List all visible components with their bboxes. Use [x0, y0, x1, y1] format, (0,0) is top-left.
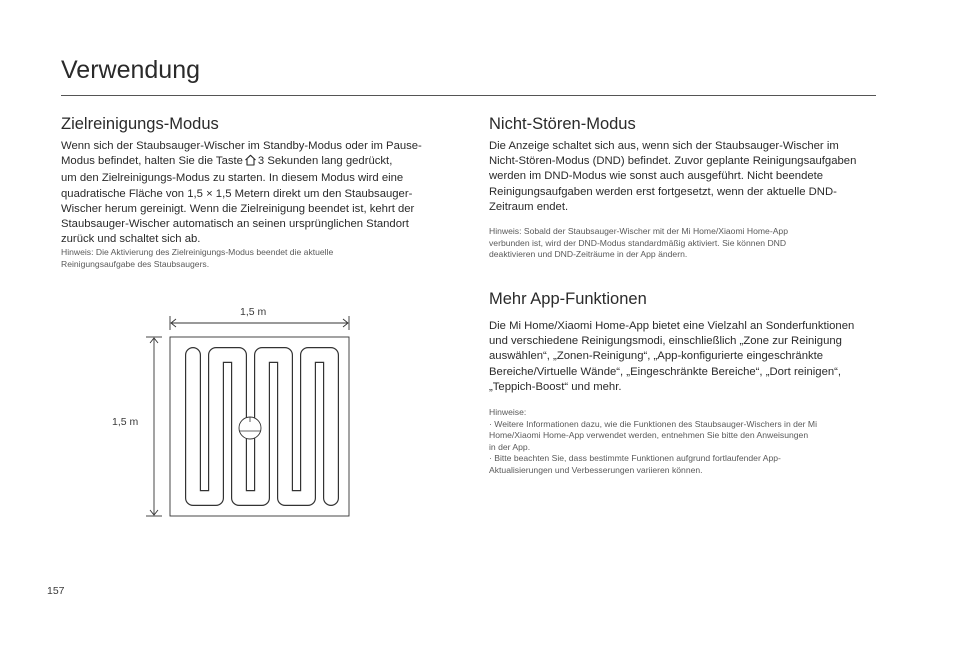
paragraph-line: Reinigungsaufgaben werden erst fortgesetzt, wenn der aktuelle DND-	[489, 185, 837, 198]
paragraph-line: Die Anzeige schaltet sich aus, wenn sich der Staubsauger-Wischer im	[489, 140, 839, 152]
paragraph-line: und verschiedene Reinigungsmodi, einschließlich „Zone zur Reinigung	[489, 335, 842, 348]
target-cleaning-note	[61, 247, 441, 270]
paragraph-line: auswählen“, „Zonen-Reinigung“, „App-konfigurierte eingeschränkte	[489, 350, 824, 363]
note-line: Hinweis: Die Aktivierung des Zielreinigungs-Modus beendet die aktuelle	[61, 247, 334, 257]
dnd-paragraph	[489, 139, 884, 215]
paragraph-line: Wenn sich der Staubsauger-Wischer im Standby-Modus oder im Pause-	[61, 140, 422, 152]
cleaning-area-diagram	[100, 300, 370, 525]
paragraph-text: 3 Sekunden lang gedrückt,	[257, 155, 393, 168]
home-icon	[244, 154, 257, 171]
heading-dnd: Nicht-Stören-Modus	[489, 115, 636, 133]
paragraph-text: Modus befindet, halten Sie die Taste	[61, 155, 243, 168]
app-functions-notes	[489, 407, 884, 477]
note-line: · Bitte beachten Sie, dass bestimmte Funktionen aufgrund fortlaufender App-	[489, 453, 781, 464]
target-cleaning-paragraph	[61, 139, 441, 247]
width-label: 1,5 m	[240, 306, 267, 318]
heading-target-cleaning: Zielreinigungs-Modus	[61, 115, 219, 133]
title-divider	[61, 95, 876, 96]
paragraph-line: Nicht-Stören-Modus (DND) befindet. Zuvor geplante Reinigungsaufgaben	[489, 155, 857, 168]
paragraph-line: zurück und schaltet sich ab.	[61, 233, 201, 246]
paragraph-line: Staubsauger-Wischer automatisch an seinen ursprünglichen Standort	[61, 218, 409, 231]
note-line: in der App.	[489, 441, 531, 452]
paragraph-line: um den Zielreinigungs-Modus zu starten. In diesem Modus wird eine	[61, 172, 404, 185]
paragraph-line: Die Mi Home/Xiaomi Home-App bietet eine Vielzahl an Sonderfunktionen	[489, 320, 855, 332]
paragraph-line: Bereiche/Virtuelle Wände“, „Eingeschränkte Bereiche“, „Dort reinigen“,	[489, 365, 842, 378]
note-line: verbunden ist, wird der DND-Modus standardmäßig aktiviert. Sie können DND	[489, 237, 787, 248]
paragraph-line: quadratische Fläche von 1,5 × 1,5 Metern direkt um den Staubsauger-	[61, 187, 413, 200]
height-dimension	[146, 337, 162, 516]
dnd-note	[489, 226, 884, 261]
width-dimension	[170, 316, 349, 330]
paragraph-line	[61, 154, 441, 171]
note-line: Aktualisierungen und Verbesserungen variieren können.	[489, 464, 703, 475]
height-label: 1,5 m	[112, 416, 139, 428]
note-line: · Weitere Informationen dazu, wie die Funktionen des Staubsauger-Wischers in der Mi	[489, 418, 817, 429]
robot-icon	[239, 417, 261, 439]
paragraph-line: „Teppich-Boost“ und mehr.	[489, 380, 622, 393]
note-line: Hinweis: Sobald der Staubsauger-Wischer mit der Mi Home/Xiaomi Home-App	[489, 226, 788, 236]
page-number: 157	[47, 585, 65, 597]
notes-title: Hinweise:	[489, 407, 527, 417]
app-functions-paragraph	[489, 319, 884, 395]
heading-app-functions: Mehr App-Funktionen	[489, 290, 647, 308]
paragraph-line: Wischer herum gereinigt. Wenn die Zielreinigung beendet ist, kehrt der	[61, 202, 415, 215]
note-line: Home/Xiaomi Home-App verwendet werden, entnehmen Sie bitte den Anweisungen	[489, 430, 809, 441]
note-line: deaktivieren und DND-Zeiträume in der App ändern.	[489, 249, 688, 260]
page-title: Verwendung	[61, 56, 201, 84]
note-line: Reinigungsaufgabe des Staubsaugers.	[61, 258, 210, 269]
paragraph-line: werden im DND-Modus wie sonst auch ausgeführt. Nicht beendete	[489, 170, 824, 183]
paragraph-line: Zeitraum endet.	[489, 200, 569, 213]
